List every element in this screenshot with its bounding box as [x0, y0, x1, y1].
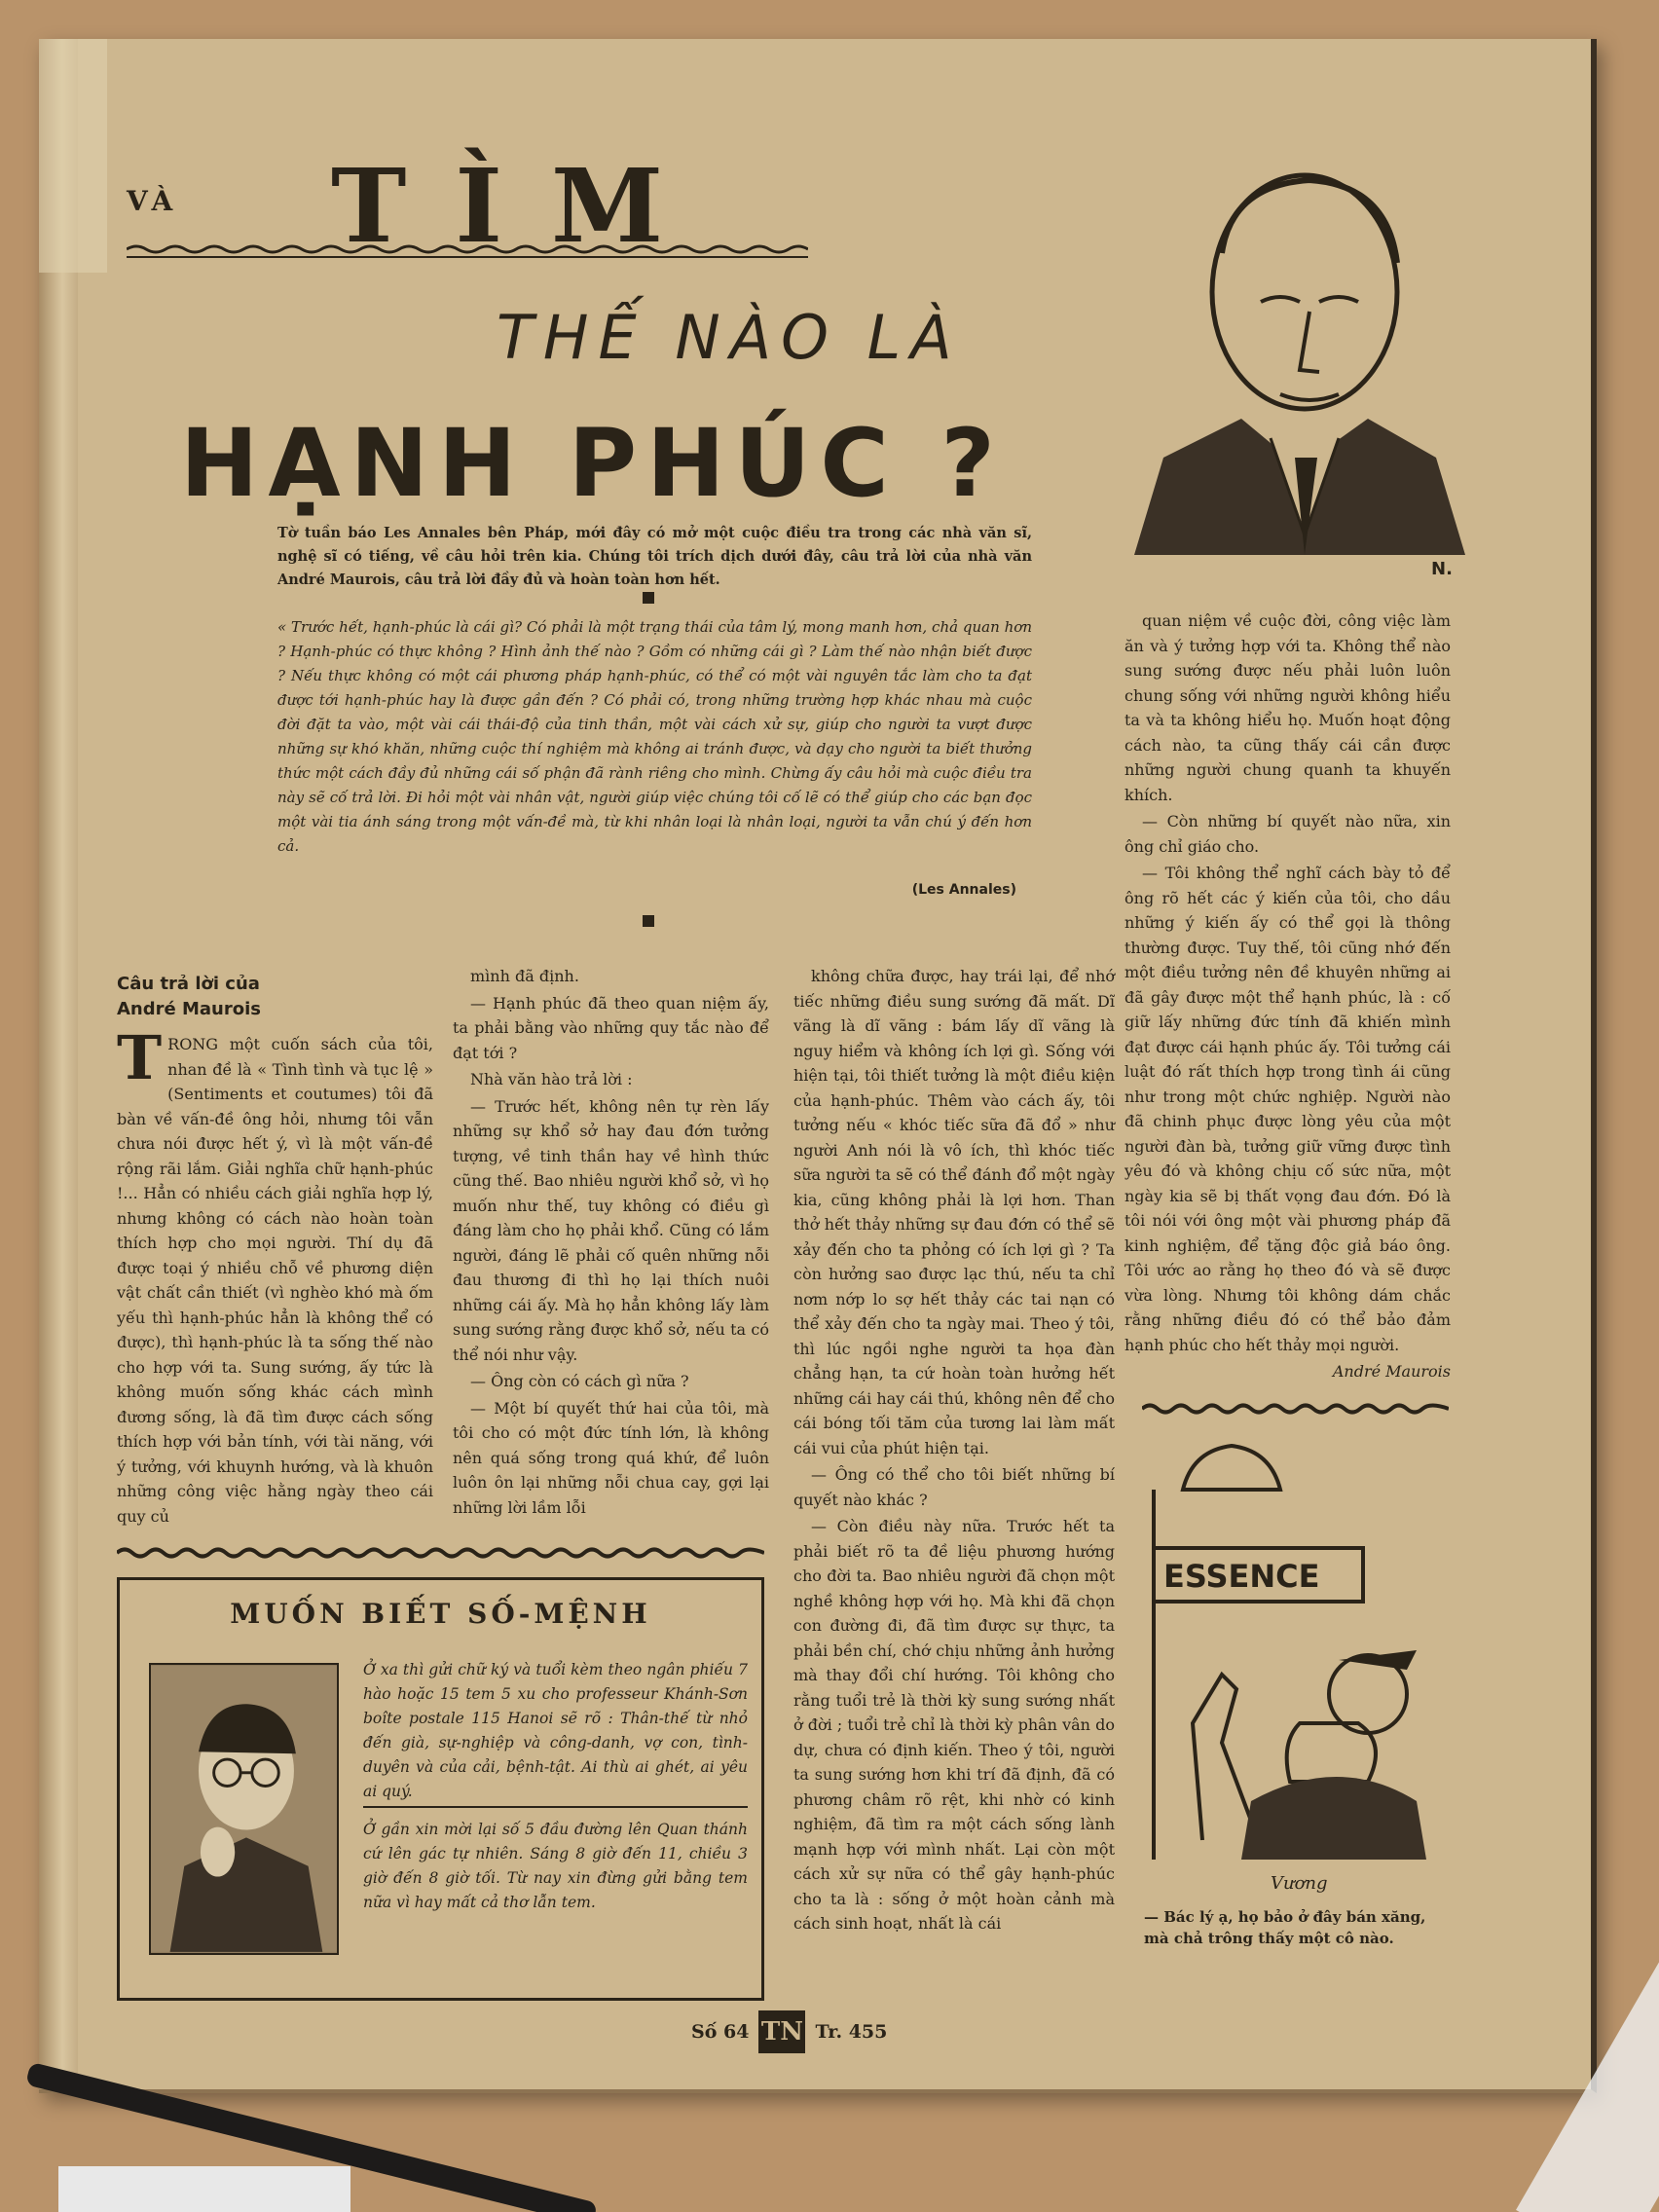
- survey-quote: « Trước hết, hạnh-phúc là cái gì? Có phải là một trạng thái của tâm lý, mong manh hơn, chả quan hơn ? Hạnh-phúc có thực không ? Hình ảnh thế nào ? Gồm có những cái gì ? Làm thế nào nhận biết được ? Nếu thực không có một cái phương pháp hạnh-phúc, có thể có một vài nguyên tắc làm cho ta đạt được tới hạnh-phúc hay là được gần đến ? Có phải có, trong những trường hợp khác nhau mà cuộc đời đặt ta vào, một vài cái thái-độ của tinh thần, một vài cách xử sự, giúp cho người ta vượt được những sự khó khăn, những cuộc thí nghiệm mà không ai tránh được, và dạy cho người ta biết thưởng thức một cách đầy đủ những cái số phận đã rành riêng cho mình. Chừng ấy câu hỏi mà cuộc điều tra này sẽ cố trả lời. Đi hỏi một vài nhân vật, người giúp việc chúng tôi cố lẽ có thể giúp cho các bạn đọc một vài tia ánh sáng trong một vấn-đề mà, từ khi nhân loại là nhân loại, người ta vẫn chú ý đến hơn cả.: [277, 618, 1032, 855]
- article-heading: [117, 972, 261, 1022]
- page-number: Tr. 455: [815, 2021, 888, 2043]
- paragraph: — Trước hết, không nên tự rèn lấy những sự khổ sở hay đau đớn tưởng tượng, về tinh thần hay về hình thức cũng thế. Bao nhiêu người khổ sở, vì họ muốn như thế, tuy không có điều gì đáng làm cho họ phải khổ. Cũng có lắm người, đáng lẽ phải cố quên những nỗi đau thương đi thì họ lại thích nuôi những cái ấy. Mà họ hẳn không lấy làm sung sướng rằng được khổ sở, nếu ta có thể nói như vậy.: [453, 1096, 769, 1364]
- title-kicker: VÀ: [127, 185, 179, 217]
- page-binding: [39, 39, 78, 2089]
- paragraph: — Ông có thể cho tôi biết những bí quyết nào khác ?: [793, 1465, 1115, 1509]
- separator-square: [643, 592, 654, 604]
- paragraph: Nhà văn hào trả lời :: [470, 1070, 633, 1088]
- intro-paragraph: Tờ tuần báo Les Annales bên Pháp, mới đây có mở một cuộc điều tra trong các nhà văn sĩ, nghệ sĩ có tiếng, về câu hỏi trên kia. Chúng tôi trích dịch dưới đây, câu trả lời của nhà văn André Maurois, câu trả lời đầy đủ và hoàn toàn hơn hết.: [277, 525, 1032, 588]
- title-underline: [127, 243, 808, 261]
- article-column-4: [1124, 608, 1451, 1386]
- ad-title: MUỐN BIẾT SỐ-MỆNH: [230, 1598, 651, 1630]
- paragraph: — Ông còn có cách gì nữa ?: [470, 1372, 689, 1390]
- paragraph: quan niệm về cuộc đời, công việc làm ăn và ý tưởng hợp với ta. Không thể nào sung sướng được nếu phải luôn luôn chung sống với những người không hiểu ta và ta không hiểu họ. Muốn hoạt động cách nào, ta cũng thấy cái cần được những người chung quanh ta khuyến khích.: [1124, 611, 1451, 804]
- column-1-text: RONG một cuốn sách của tôi, nhan đề là « Tình tình và tục lệ » (Sentiments et coutumes) tôi đã bàn về vấn-đề ông hỏi, nhưng tôi vẫn chưa nói được hết ý, vì là một vấn-đề rộng rãi lắm. Giải nghĩa chữ hạnh-phúc !... Hẳn có nhiều cách giải nghĩa hợp lý, nhưng không có cách nào hoàn toàn thích hợp cho mọi người. Thí dụ đã được toại ý nhiều chỗ về phương diện vật chất cần thiết (vì nghèo khó mà ốm yếu thì hạnh-phúc hẳn là không thể có được), thì hạnh-phúc là ta sống thế nào cho hợp với ta. Sung sướng, ấy tức là không muốn sống khác cách mình đương sống, là đã tìm được cách sống thích hợp với bản tính, với tài năng, với ý tưởng, với khuynh hướng, và là khuôn những công việc hằng ngày theo cái quy củ: [117, 1035, 433, 1526]
- page-footer: [691, 2010, 887, 2053]
- heading-line-1: Câu trả lời của: [117, 974, 260, 994]
- article-column-3: [793, 964, 1115, 1938]
- separator-square-2: [643, 915, 654, 927]
- repair-tape: [39, 39, 107, 273]
- cartoon-sign: ESSENCE: [1163, 1558, 1320, 1595]
- main-title: HẠNH PHÚC ?: [180, 409, 1005, 518]
- ad-photo-figure: [151, 1665, 337, 1953]
- subtitle: THẾ NÀO LÀ: [497, 302, 962, 373]
- heading-line-2: André Maurois: [117, 999, 261, 1019]
- ad-photo: [149, 1663, 339, 1955]
- cartoon-signature: Vương: [1271, 1873, 1328, 1894]
- portrait-illustration: [1124, 146, 1475, 594]
- ad-text-mail: Ở xa thì gửi chữ ký và tuổi kèm theo ngân phiếu 7 hào hoặc 15 tem 5 xu cho professeur Khánh-Sơn boîte postale 115 Hanoi sẽ rõ : Thân-thế từ nhỏ đến già, sự-nghiệp và công-danh, vợ con, tình-duyên và của cải, bệnh-tật. Ai thù ai ghét, ai yêu ai quý.: [363, 1661, 748, 1800]
- paper-card: [58, 2166, 350, 2212]
- article-column-1: [117, 1022, 433, 1529]
- ad-text-visit: Ở gần xin mời lại số 5 đầu đường lên Quan thánh cứ lên gác tự nhiên. Sáng 8 giờ đến 11, chiều 3 giờ đến 8 giờ tối. Từ nay xin đừng gửi bằng tem nữa vì hay mất cả thơ lẫn tem.: [363, 1821, 748, 1911]
- quote-source: (Les Annales): [911, 882, 1016, 898]
- cartoon-caption: — Bác lý ạ, họ bảo ở đây bán xăng, mà chả trông thấy một cô nào.: [1144, 1908, 1426, 1947]
- paragraph: — Một bí quyết thứ hai của tôi, mà tôi cho có một đức tính lớn, là không nên quá sống trong quá khứ, để luôn luôn ôn lại những nỗi chua cay, gợi lại những lời lầm lỗi: [453, 1398, 769, 1517]
- portrait-signature: N.: [1431, 559, 1453, 579]
- cartoon-divider: [1142, 1402, 1449, 1416]
- paragraph: không chữa được, hay trái lại, để nhớ tiếc những điều sung sướng đã mất. Dĩ vãng là dĩ vãng : bám lấy dĩ vãng là nguy hiểm và không ích lợi gì. Sống với hiện tại, tôi thiết tưởng là một điều kiện của hạnh-phúc. Thêm vào cách ấy, tôi tưởng nếu « khóc tiếc sữa đã đổ » như người Anh nói là vô ích, thì khóc tiếc sữa người ta sẽ có thể đánh đổ một ngày kia, cũng không phải là lợi hơn. Than thở hết thảy những sự đau đớn có thể sẽ xảy đến cho ta phỏng có ích lợi gì ? Ta còn hưởng sao được lạc thú, nếu ta chỉ nơm nớp lo sợ hết thảy các tai nạn có thể xảy đến cho ta ngày mai. Theo ý tôi, thì lúc ngồi nghe người ta họa đàn chẳng hạn, ta cứ hoàn toàn hưởng hết những cái hay cái thú, không nên để cho cái bóng tối tăm của tương lai làm mất cái vui của phút hiện tại.: [793, 967, 1115, 1457]
- ad-rule: [363, 1806, 748, 1808]
- paragraph: — Còn những bí quyết nào nữa, xin ông chỉ giáo cho.: [1124, 812, 1451, 856]
- paragraph: — Hạnh phúc đã theo quan niệm ấy, ta phải bằng vào những quy tắc nào để đạt tới ?: [453, 993, 769, 1062]
- ad-divider: [117, 1546, 764, 1560]
- magazine-logo: TN: [758, 2010, 805, 2053]
- issue-number: Số 64: [691, 2021, 750, 2043]
- cartoon-illustration: [1144, 1431, 1451, 1899]
- article-column-2: [453, 964, 769, 1522]
- paragraph: — Còn điều này nữa. Trước hết ta phải biết rõ ta đề liệu phương hướng cho đời ta. Bao nhiêu người đã chọn một nghề không hợp với họ. Mà khi đã chọn con đường đi, đã tìm được sự thực, ta phải bền chí, chớ chịu những ảnh hưởng mà thay đổi chí hướng. Tôi không cho rằng tuổi trẻ là thời kỳ sung sướng nhất ở đời ; tuổi trẻ chỉ là thời kỳ phân vân do dự, chưa có định kiến. Theo ý tôi, người ta sung sướng hơn khi trí đã định, đã có phương châm rõ rệt, khi nhờ có kinh nghiệm, đã tìm ra một cách sống lành mạnh hợp với mình nhất. Lại còn một cách xử sự nữa có thể gây hạnh-phúc cho ta là : sống ở một hoàn cảnh mà cách sinh hoạt, nhất là cái: [793, 1517, 1115, 1933]
- paragraph: mình đã định.: [470, 967, 579, 985]
- paragraph: — Tôi không thể nghĩ cách bày tỏ để ông rõ hết các ý kiến của tôi, cho dầu những ý kiến ấy có thể gọi là thông thường được. Tuy thế, tôi cũng nhớ đến một điều tưởng nên đề khuyên những ai đã gây được một thể hạnh phúc, là : cố giữ lấy những đức tính đã khiến mình đạt được cái hạnh phúc ấy. Tôi tưởng cái luật đó rất thích hợp trong tình ái cũng như trong một chức nghiệp. Người nào đã chinh phục được lòng yêu của một người đàn bà, tưởng giữ vững được tình yêu đó và không chịu cố sức nữa, một ngày kia sẽ bị thất vọng đau đớn. Đó là tôi nói với ông một vài phương pháp đã kinh nghiệm, để tặng độc giả báo ông. Tôi ước ao rằng họ theo đó và sẽ được vừa lòng. Nhưng tôi không dám chắc rằng những điều đó có thể bảo đảm hạnh phúc cho hết thảy mọi người.: [1124, 864, 1451, 1354]
- article-signature: André Maurois: [1332, 1362, 1451, 1381]
- title-tim: TÌM: [331, 146, 713, 266]
- fortune-teller-ad: [117, 1577, 764, 2001]
- drop-cap: T: [117, 1022, 163, 1093]
- magazine-page: [39, 39, 1597, 2093]
